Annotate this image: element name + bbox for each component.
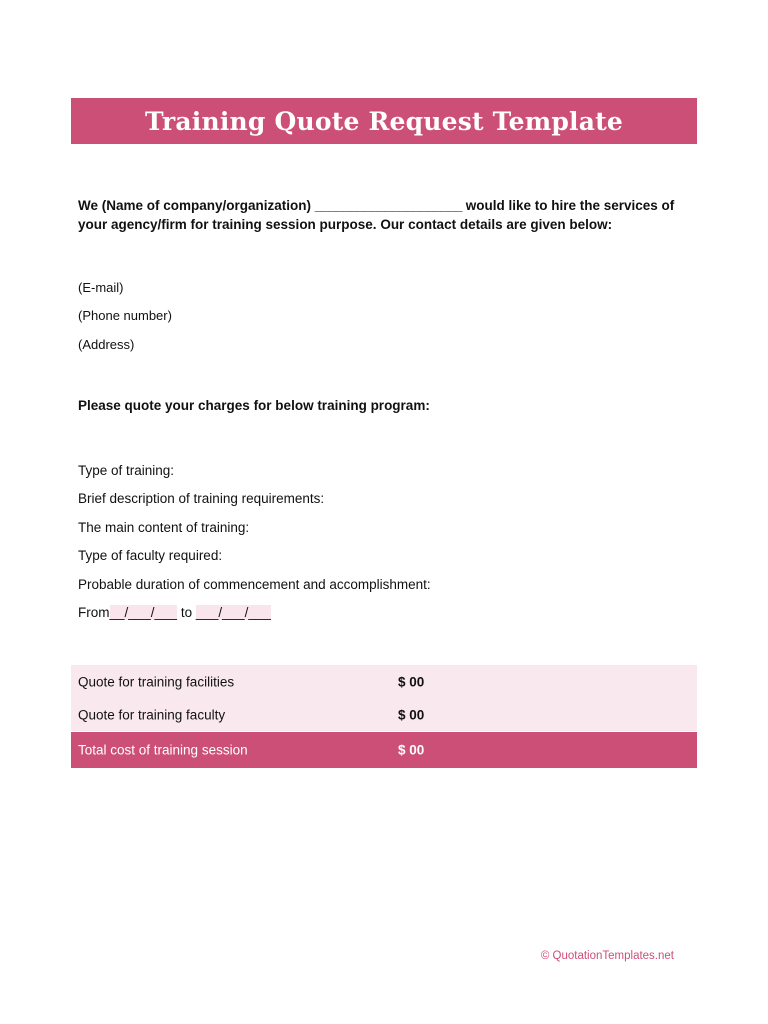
from-label: From	[78, 605, 110, 620]
footer-credit[interactable]: © QuotationTemplates.net	[540, 950, 674, 962]
quote-label: Quote for training faculty	[78, 707, 226, 722]
quote-row	[71, 665, 697, 698]
quote-value[interactable]: $ 00	[398, 674, 425, 689]
to-date-blank[interactable]: ___/___/___	[195, 605, 271, 620]
date-range-row	[78, 605, 271, 620]
total-label: Total cost of training session	[78, 742, 248, 758]
to-label: to	[177, 605, 196, 620]
contact-email-label: (E-mail)	[78, 280, 124, 295]
quote-row	[71, 698, 697, 731]
total-value[interactable]: $ 00	[398, 742, 425, 758]
section-heading: Please quote your charges for below training program:	[78, 398, 430, 413]
title-banner	[71, 98, 697, 144]
from-date-blank[interactable]: __/___/___	[109, 605, 178, 620]
page-title: Training Quote Request Template	[145, 106, 623, 136]
quote-value[interactable]: $ 00	[398, 707, 425, 722]
field-probable-duration: Probable duration of commencement and accomplishment:	[78, 577, 431, 592]
field-brief-description: Brief description of training requirements:	[78, 491, 325, 506]
contact-address-label: (Address)	[78, 337, 135, 352]
field-type-of-training: Type of training:	[78, 463, 175, 478]
contact-phone-label: (Phone number)	[78, 308, 172, 323]
intro-text-start: We (Name of company/organization)	[78, 198, 315, 213]
field-faculty-type: Type of faculty required:	[78, 548, 223, 563]
quote-label: Quote for training facilities	[78, 674, 235, 689]
company-name-blank[interactable]: _____________________	[314, 198, 462, 213]
quote-table	[71, 665, 697, 768]
intro-text-end: would like to hire the services of your agency/firm for training session purpose. Our contact details are given below:	[78, 198, 675, 232]
intro-paragraph	[78, 196, 693, 234]
field-main-content: The main content of training:	[78, 520, 250, 535]
total-row	[71, 732, 697, 768]
